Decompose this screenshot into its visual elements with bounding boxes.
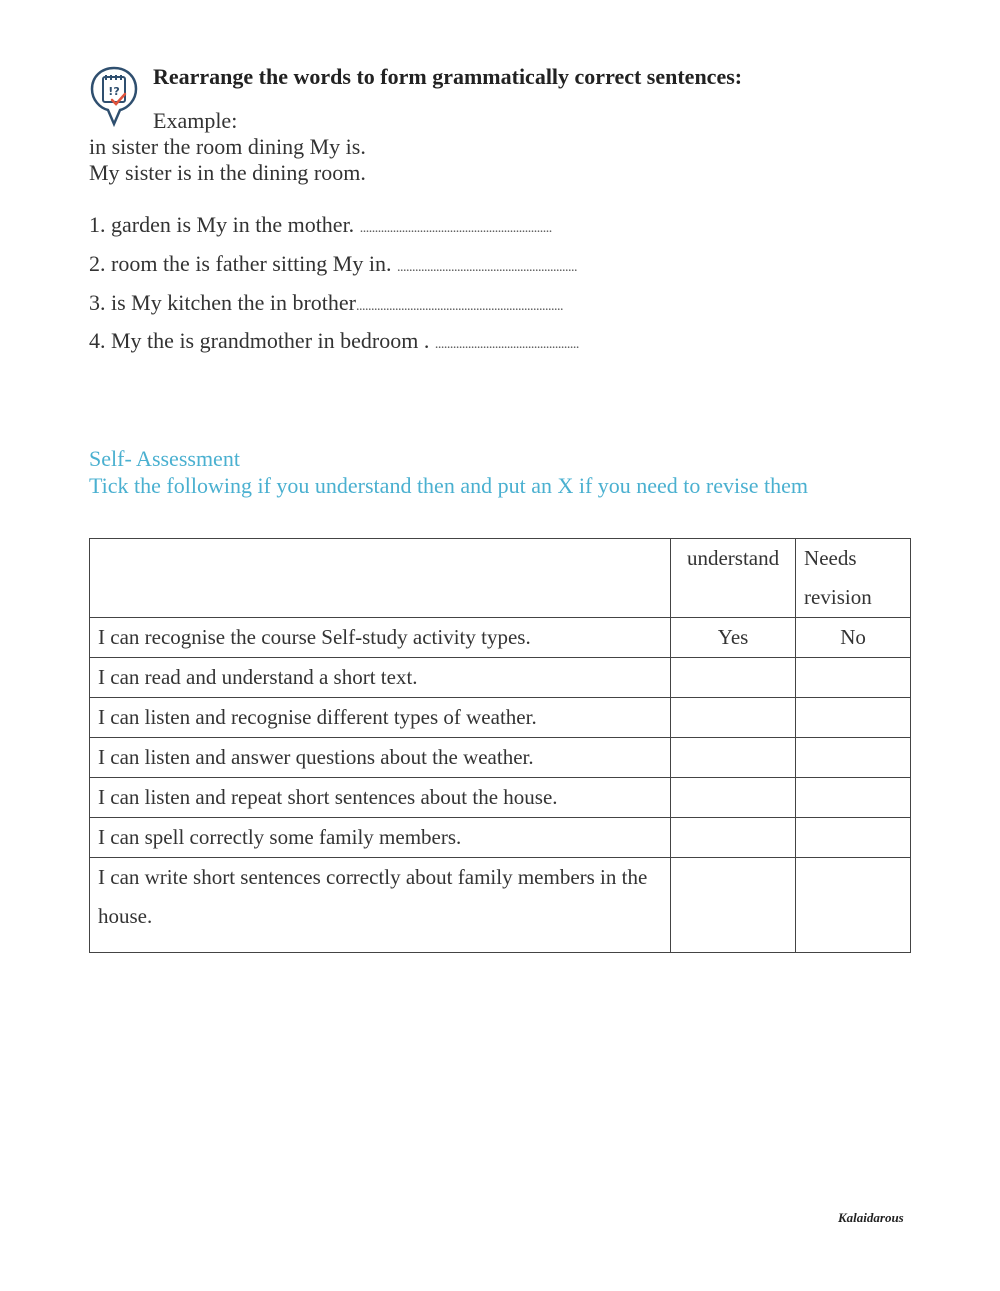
needs-revision-cell[interactable] — [796, 698, 911, 738]
question-2 — [89, 251, 577, 277]
header-understand: understand — [671, 539, 796, 618]
example-label: Example: — [153, 108, 238, 133]
needs-revision-cell[interactable] — [796, 778, 911, 818]
question-4-text: 4. My the is grandmother in bedroom . — [89, 328, 435, 353]
understand-cell[interactable] — [671, 858, 796, 953]
question-3-blank[interactable]: ..................................................................... — [356, 299, 564, 314]
header-statement — [90, 539, 671, 618]
statement-cell: I can spell correctly some family members. — [90, 818, 671, 858]
statement-cell: I can read and understand a short text. — [90, 658, 671, 698]
question-1-blank[interactable]: ................................................................ — [359, 221, 552, 236]
instruction-heading: Rearrange the words to form grammatically correct sentences: — [153, 64, 743, 89]
question-note-icon — [90, 66, 138, 128]
needs-revision-cell[interactable] — [796, 818, 911, 858]
understand-cell[interactable] — [671, 778, 796, 818]
table-header-row — [90, 539, 911, 618]
table-row — [90, 698, 911, 738]
statement-cell: I can recognise the course Self-study activity types. — [90, 618, 671, 658]
statement-cell: I can listen and recognise different types of weather. — [90, 698, 671, 738]
question-1 — [89, 212, 552, 238]
question-3 — [89, 290, 563, 316]
understand-cell[interactable] — [671, 818, 796, 858]
table-row — [90, 658, 911, 698]
self-assessment-table — [89, 538, 911, 953]
icon-glyph: !? — [108, 85, 120, 98]
table-row — [90, 778, 911, 818]
example-scrambled: in sister the room dining My is. — [89, 134, 366, 159]
question-2-blank[interactable]: ............................................................ — [396, 260, 577, 275]
understand-cell[interactable] — [671, 738, 796, 778]
understand-cell[interactable]: Yes — [671, 618, 796, 658]
needs-revision-cell[interactable] — [796, 658, 911, 698]
table-row — [90, 858, 911, 953]
needs-revision-cell[interactable] — [796, 738, 911, 778]
understand-cell[interactable] — [671, 658, 796, 698]
question-4 — [89, 328, 579, 354]
question-4-blank[interactable]: ................................................ — [434, 337, 579, 352]
self-assessment-title: Self- Assessment — [89, 446, 240, 471]
question-2-text: 2. room the is father sitting My in. — [89, 251, 397, 276]
header-needs-revision: Needs revision — [796, 539, 911, 618]
statement-cell: I can write short sentences correctly about family members in the house. — [90, 858, 671, 953]
needs-revision-cell[interactable] — [796, 858, 911, 953]
statement-cell: I can listen and repeat short sentences about the house. — [90, 778, 671, 818]
table-row — [90, 818, 911, 858]
question-1-text: 1. garden is My in the mother. — [89, 212, 360, 237]
understand-cell[interactable] — [671, 698, 796, 738]
author-signature: Kalaidarous — [838, 1210, 904, 1225]
table-row — [90, 618, 911, 658]
table-row — [90, 738, 911, 778]
question-3-text: 3. is My kitchen the in brother — [89, 290, 357, 315]
statement-cell: I can listen and answer questions about the weather. — [90, 738, 671, 778]
example-answer: My sister is in the dining room. — [89, 160, 366, 185]
self-assessment-subtitle: Tick the following if you understand then and put an X if you need to revise them — [89, 473, 808, 498]
needs-revision-cell[interactable]: No — [796, 618, 911, 658]
